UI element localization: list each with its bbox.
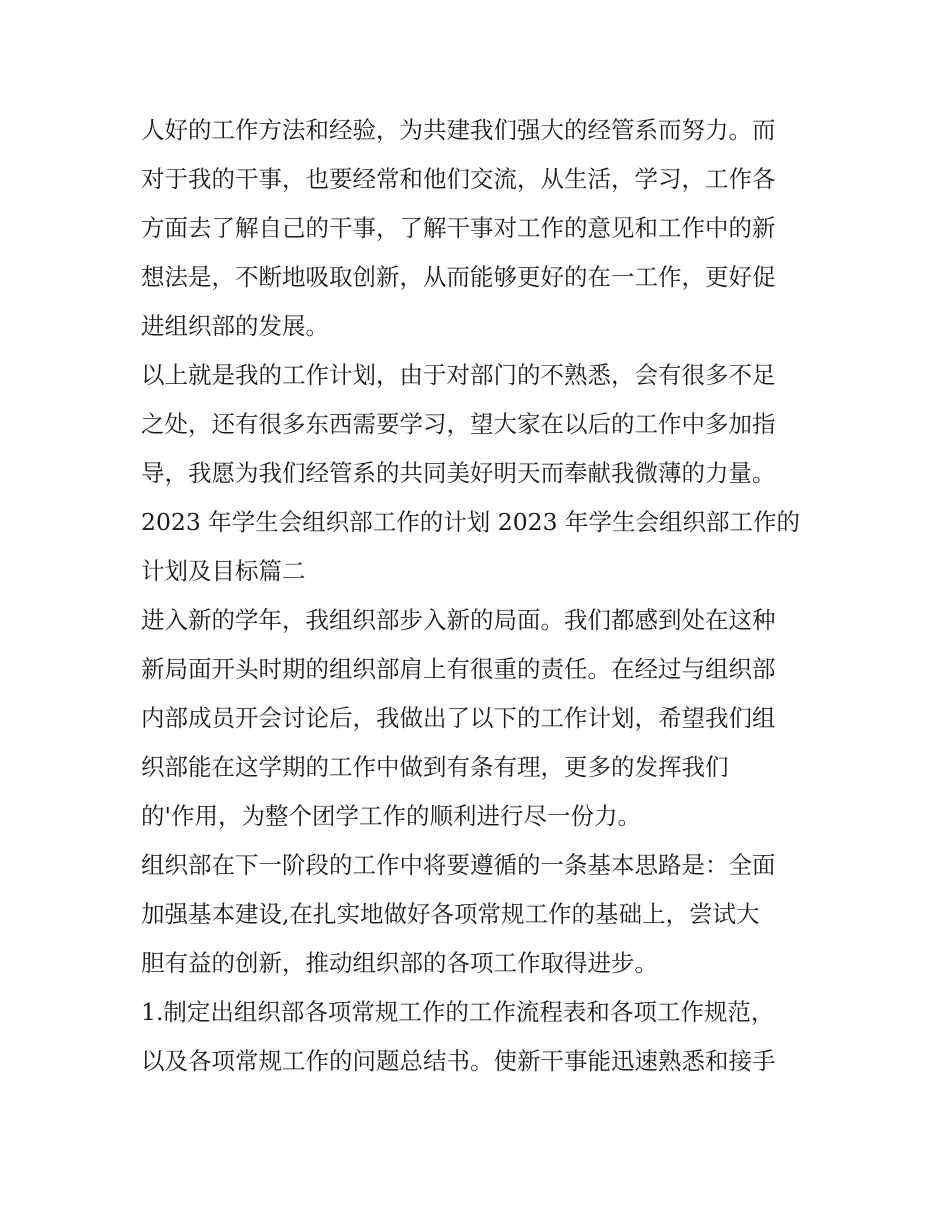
text-line: 进组织部的发展。 xyxy=(141,312,329,340)
text-line: 想法是，不断地吸取创新，从而能够更好的在一工作，更好促 xyxy=(141,263,776,291)
paragraph-4 xyxy=(141,841,821,988)
paragraph-1 xyxy=(141,106,821,351)
text-line: 1.制定出组织部各项常规工作的工作流程表和各项工作规范， xyxy=(141,998,775,1026)
text-line: 人好的工作方法和经验，为共建我们强大的经管系而努力。而 xyxy=(141,116,776,144)
heading-line: 计划及目标篇二 xyxy=(141,557,306,585)
text-line: 以及各项常规工作的问题总结书。使新干事能迅速熟悉和接手 xyxy=(141,1047,776,1075)
text-line: 导，我愿为我们经管系的共同美好明天而奉献我微薄的力量。 xyxy=(141,459,776,487)
text-line: 对于我的干事，也要经常和他们交流，从生活，学习，工作各 xyxy=(141,165,776,193)
paragraph-3 xyxy=(141,596,821,841)
text-line: 之处，还有很多东西需要学习，望大家在以后的工作中多加指 xyxy=(141,410,776,438)
text-line: 组织部在下一阶段的工作中将要遵循的一条基本思路是：全面 xyxy=(141,851,776,879)
section-heading xyxy=(141,498,821,596)
text-line: 新局面开头时期的组织部肩上有很重的责任。在经过与组织部 xyxy=(141,655,776,683)
text-line: 胆有益的创新，推动组织部的各项工作取得进步。 xyxy=(141,949,658,977)
text-line: 方面去了解自己的干事，了解干事对工作的意见和工作中的新 xyxy=(141,214,776,242)
text-line: 的'作用，为整个团学工作的顺利进行尽一份力。 xyxy=(141,802,641,830)
list-item-1 xyxy=(141,988,821,1086)
text-line: 以上就是我的工作计划，由于对部门的不熟悉，会有很多不足 xyxy=(141,361,776,389)
text-line: 进入新的学年，我组织部步入新的局面。我们都感到处在这种 xyxy=(141,606,776,634)
heading-line: 2023 年学生会组织部工作的计划 2023 年学生会组织部工作的 xyxy=(141,508,801,536)
text-line: 加强基本建设,在扎实地做好各项常规工作的基础上，尝试大 xyxy=(141,900,760,928)
paragraph-2 xyxy=(141,351,821,498)
text-line: 织部能在这学期的工作中做到有条有理，更多的发挥我们 xyxy=(141,753,729,781)
text-line: 内部成员开会讨论后，我做出了以下的工作计划，希望我们组 xyxy=(141,704,776,732)
document-body xyxy=(141,106,821,1086)
